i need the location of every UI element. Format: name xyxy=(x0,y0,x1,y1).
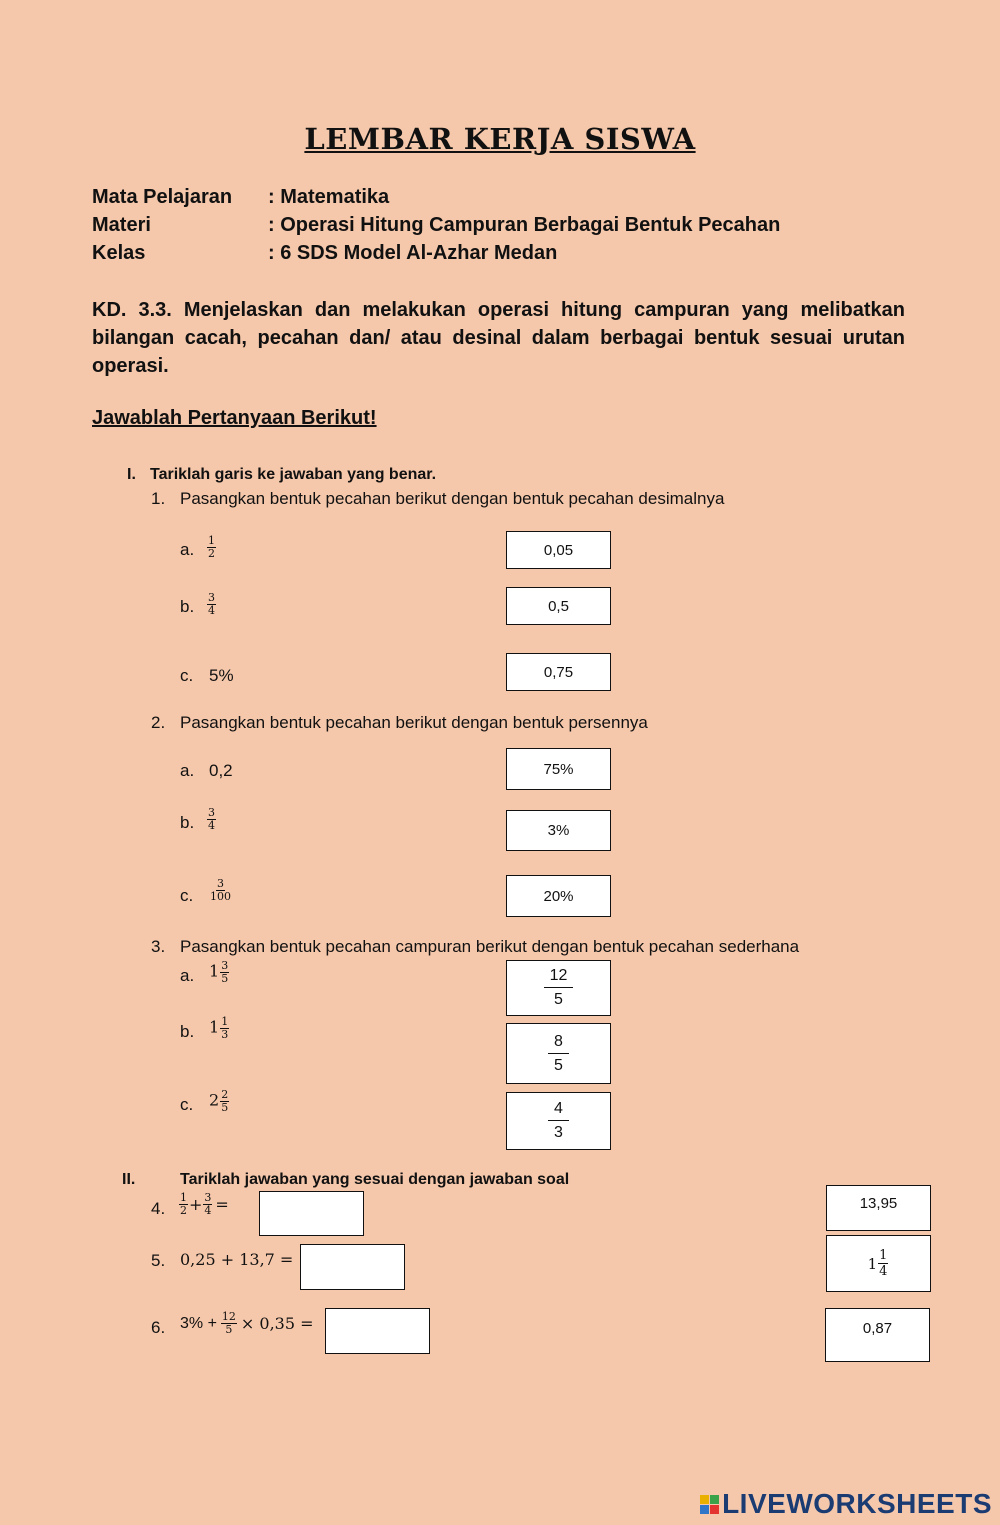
q3-item-c-mixed: 2 $\frac{2}{5}$ xyxy=(209,1088,229,1114)
question-2-number: 2. xyxy=(151,713,166,732)
info-label-class: Kelas xyxy=(92,242,146,264)
section-1-title: Tariklah garis ke jawaban yang benar. xyxy=(150,466,437,483)
question-5-expression: 0,25 + 13,7 = xyxy=(180,1250,294,1269)
question-1-text: Pasangkan bentuk pecahan berikut dengan bentuk pecahan desimalnya xyxy=(180,489,725,508)
instruction-heading: Jawablah Pertanyaan Berikut! xyxy=(92,407,377,429)
liveworksheets-logo xyxy=(700,1488,992,1520)
q2-item-b-label: b. xyxy=(180,813,195,832)
q3-answer-box-2[interactable]: 8 5 xyxy=(506,1023,611,1084)
question-5-answer-input[interactable] xyxy=(300,1244,405,1290)
q1-answer-box-1[interactable]: 0,05 xyxy=(506,531,611,569)
q3-item-c-label: c. xyxy=(180,1095,194,1114)
s2-answer-box-2[interactable]: 1 $\frac{1}{4}$ xyxy=(826,1235,931,1292)
info-value-subject: : Matematika xyxy=(268,186,390,208)
question-3-number: 3. xyxy=(151,937,166,956)
q3-answer-box-1[interactable]: 12 5 xyxy=(506,960,611,1016)
logo-mark-icon xyxy=(700,1495,719,1514)
info-label-material: Materi xyxy=(92,214,151,236)
question-6-expression: 3% + $\frac{12}{5}$ × 0,35 = xyxy=(180,1310,314,1336)
page-title: LEMBAR KERJA SISWA xyxy=(304,122,696,156)
question-4-number: 4. xyxy=(151,1199,166,1218)
question-5-number: 5. xyxy=(151,1251,166,1270)
question-3-text: Pasangkan bentuk pecahan campuran berikut dengan bentuk pecahan sederhana xyxy=(180,937,800,956)
competency-text: KD. 3.3. Menjelaskan dan melakukan operasi hitung campuran yang melibatkan bilangan cacah, pecahan dan/ atau desinal dalam berbagai bentuk sesuai urutan operasi. xyxy=(92,299,905,377)
section-2-title: Tariklah jawaban yang sesuai dengan jawaban soal xyxy=(180,1171,570,1188)
q1-answer-box-2[interactable]: 0,5 xyxy=(506,587,611,625)
info-value-class: : 6 SDS Model Al-Azhar Medan xyxy=(268,242,558,264)
q1-item-c-label: c. xyxy=(180,666,194,685)
question-1-number: 1. xyxy=(151,489,166,508)
logo-text: LIVEWORKSHEETS xyxy=(722,1488,992,1519)
q3-item-a-mixed: 1 $\frac{3}{5}$ xyxy=(209,959,229,985)
q2-answer-box-2[interactable]: 3% xyxy=(506,810,611,851)
q3-answer-box-3[interactable]: 4 3 xyxy=(506,1092,611,1150)
q2-answer-box-3[interactable]: 20% xyxy=(506,875,611,917)
q3-item-b-label: b. xyxy=(180,1022,195,1041)
q1-item-a-label: a. xyxy=(180,540,195,559)
q1-item-b-label: b. xyxy=(180,597,195,616)
q1-item-a-fraction: $\frac{1}{2}$ xyxy=(208,534,215,560)
q1-item-c-value: 5% xyxy=(209,666,234,685)
question-6-number: 6. xyxy=(151,1318,166,1337)
q2-item-c-fraction: $\frac{3}{100}$ xyxy=(210,877,231,903)
q1-answer-box-3[interactable]: 0,75 xyxy=(506,653,611,691)
question-6-answer-input[interactable] xyxy=(325,1308,430,1354)
q2-item-c-label: c. xyxy=(180,886,194,905)
q2-item-a-value: 0,2 xyxy=(209,761,233,780)
section-2-number: II. xyxy=(122,1171,136,1188)
info-value-material: : Operasi Hitung Campuran Berbagai Bentuk Pecahan xyxy=(268,214,781,236)
section-1-number: I. xyxy=(127,466,136,483)
question-4-expression: $\frac{1}{2}$ + $\frac{3}{4}$ = xyxy=(180,1191,229,1217)
q1-item-b-fraction: $\frac{3}{4}$ xyxy=(208,591,215,617)
q3-item-b-mixed: 1 $\frac{1}{3}$ xyxy=(209,1015,229,1041)
q2-item-b-fraction: $\frac{3}{4}$ xyxy=(208,806,215,832)
q2-item-a-label: a. xyxy=(180,761,195,780)
q3-item-a-label: a. xyxy=(180,966,195,985)
question-4-answer-input[interactable] xyxy=(259,1191,364,1236)
s2-answer-box-1[interactable]: 13,95 xyxy=(826,1185,931,1231)
info-label-subject: Mata Pelajaran xyxy=(92,186,233,208)
q2-answer-box-1[interactable]: 75% xyxy=(506,748,611,790)
s2-answer-box-3[interactable]: 0,87 xyxy=(825,1308,930,1362)
question-2-text: Pasangkan bentuk pecahan berikut dengan bentuk persennya xyxy=(180,713,648,732)
